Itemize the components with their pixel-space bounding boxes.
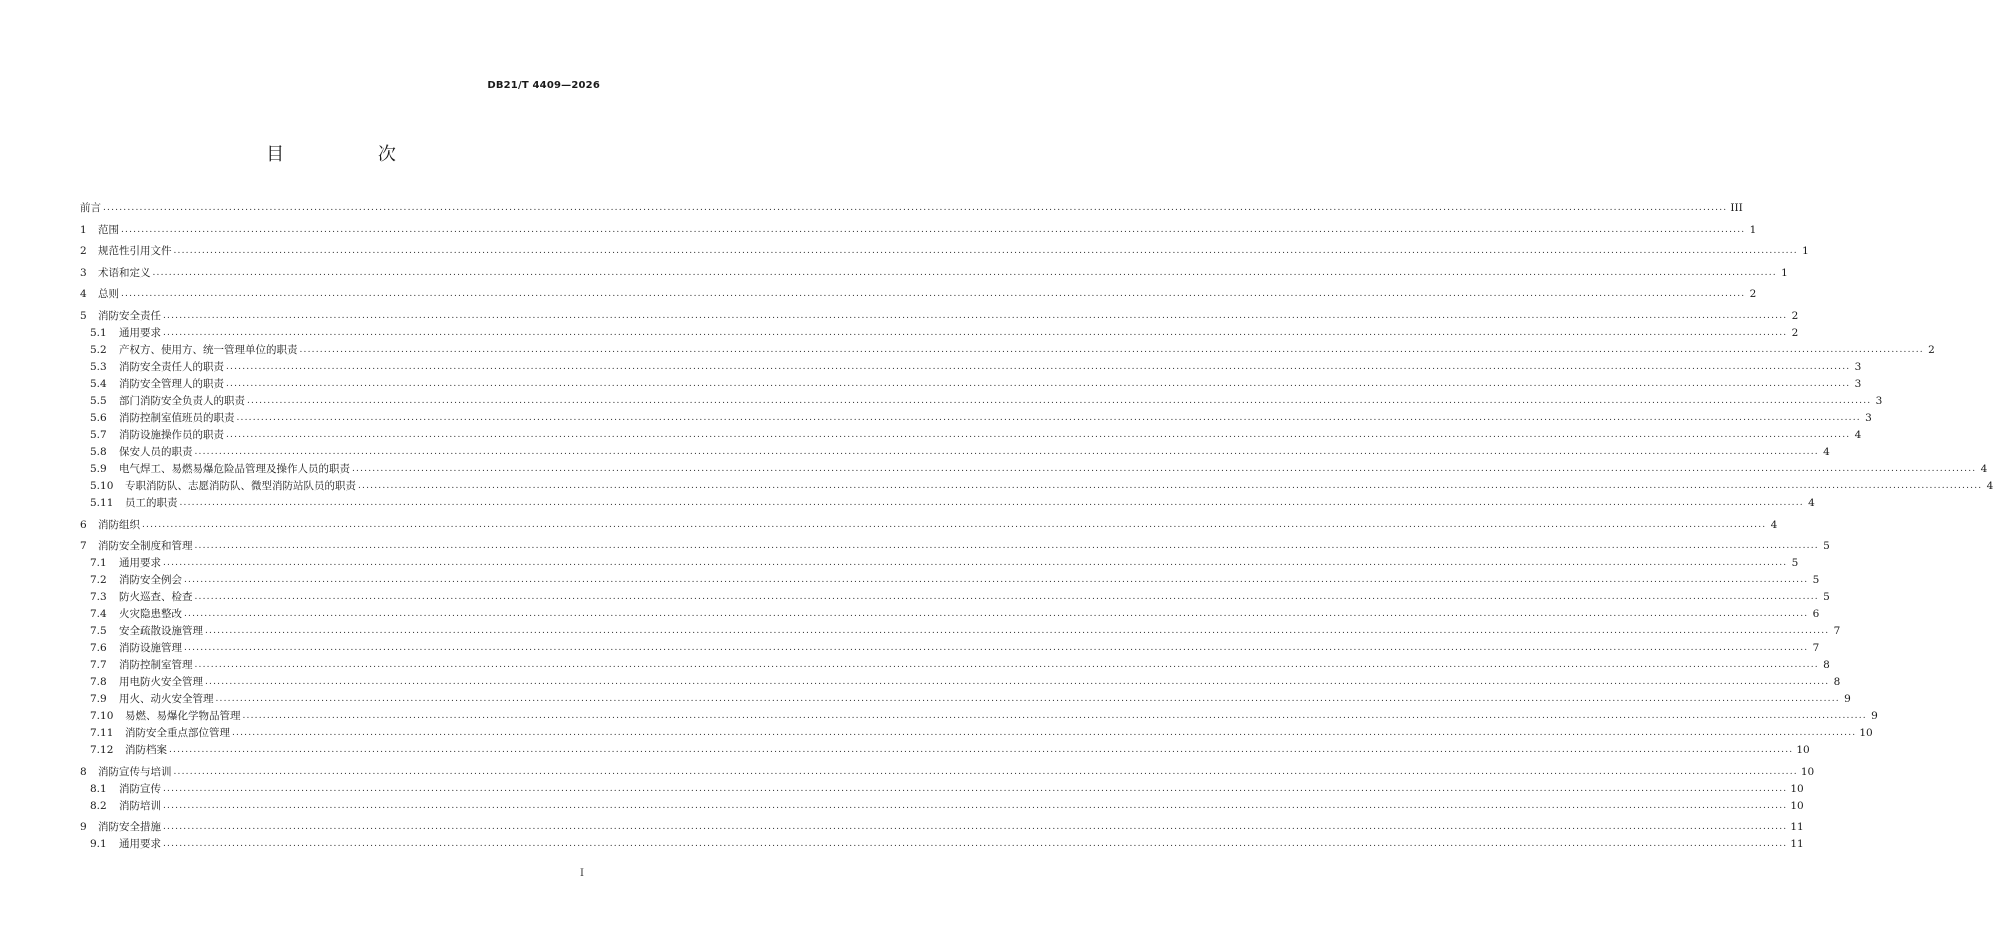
toc-entry-label: 用电防火安全管理 <box>119 676 203 689</box>
toc-entry-number: 5.8 <box>90 445 107 458</box>
dot-leader: ................................................................................................................................................................................................................................................................................................................................................................................................................ <box>236 412 1861 423</box>
toc-entry-label: 消防设施管理 <box>119 642 182 655</box>
toc-entry-page: 4 <box>1770 518 1778 531</box>
toc-entry-page: 2 <box>1749 288 1757 301</box>
toc-entry[interactable] <box>80 359 1862 376</box>
toc-entry[interactable] <box>80 325 1799 342</box>
dot-leader: ................................................................................................................................................................................................................................................................................................................................................................................................................ <box>247 395 1872 406</box>
toc-entry-page: 5 <box>1812 574 1820 587</box>
toc-entry-number: 4 <box>80 288 87 301</box>
toc-entry-page: 5 <box>1791 557 1799 570</box>
dot-leader: ................................................................................................................................................................................................................................................................................................................................................................................................................ <box>242 711 1867 722</box>
toc-entry-page: 11 <box>1790 821 1804 834</box>
toc-entry[interactable] <box>80 742 1810 759</box>
dot-leader: ................................................................................................................................................................................................................................................................................................................................................................................................................ <box>173 766 1798 777</box>
dot-leader: ................................................................................................................................................................................................................................................................................................................................................................................................................ <box>121 289 1746 300</box>
toc-entry-page: 5 <box>1823 591 1830 604</box>
toc-entry-label: 消防组织 <box>98 518 140 531</box>
toc-entry-label: 产权方、使用方、统一管理单位的职责 <box>119 343 298 356</box>
toc-entry[interactable] <box>80 427 1862 444</box>
toc-entry-label: 部门消防安全负责人的职责 <box>119 394 245 407</box>
toc-entry[interactable] <box>80 286 1757 303</box>
dot-leader: ................................................................................................................................................................................................................................................................................................................................................................................................................ <box>215 694 1840 705</box>
dot-leader: ................................................................................................................................................................................................................................................................................................................................................................................................................ <box>163 839 1788 850</box>
dot-leader: ................................................................................................................................................................................................................................................................................................................................................................................................................ <box>226 361 1851 372</box>
dot-leader: ................................................................................................................................................................................................................................................................................................................................................................................................................ <box>205 677 1830 688</box>
toc-entry[interactable] <box>80 308 1799 325</box>
toc-entry[interactable] <box>80 517 1778 534</box>
toc-entry-page: 10 <box>1790 782 1804 795</box>
toc-entry-label: 员工的职责 <box>125 496 178 509</box>
toc-entry[interactable] <box>80 836 1804 853</box>
toc-entry[interactable] <box>80 764 1815 781</box>
toc-entry-label: 安全疏散设施管理 <box>119 625 203 638</box>
toc-entry[interactable] <box>80 657 1830 674</box>
toc-entry[interactable] <box>80 674 1841 691</box>
toc-entry-page: 5 <box>1823 540 1830 553</box>
toc-entry-label: 规范性引用文件 <box>98 245 172 258</box>
toc-entry-label: 通用要求 <box>119 557 161 570</box>
toc-entry-number: 7 <box>80 540 87 553</box>
toc-entry-number: 5.10 <box>90 479 114 492</box>
toc-entry-page: 8 <box>1823 659 1830 672</box>
toc-entry-page: 7 <box>1833 625 1841 638</box>
toc-entry-page: 3 <box>1854 377 1862 390</box>
toc-entry-number: 1 <box>80 223 87 236</box>
toc-entry[interactable] <box>80 478 1993 495</box>
toc-entry-number: 7.8 <box>90 676 107 689</box>
toc-entry[interactable] <box>80 555 1799 572</box>
toc-entry-page: 4 <box>1823 445 1830 458</box>
toc-entry-page: 3 <box>1854 360 1862 373</box>
dot-leader: ................................................................................................................................................................................................................................................................................................................................................................................................................ <box>163 783 1788 794</box>
toc-entry[interactable] <box>80 461 1988 478</box>
toc-entry-page: 4 <box>1808 496 1815 509</box>
toc-entry-number: 2 <box>80 245 87 258</box>
toc-entry[interactable] <box>80 589 1830 606</box>
toc-entry-number: 7.6 <box>90 642 107 655</box>
toc-entry[interactable] <box>80 376 1862 393</box>
toc-entry-label: 前言 <box>80 202 101 214</box>
toc-entry[interactable] <box>80 819 1804 836</box>
toc-entry-label: 通用要求 <box>119 326 161 339</box>
toc-entry-label: 火灾隐患整改 <box>119 608 182 621</box>
toc-entry[interactable] <box>80 393 1883 410</box>
toc-entry-page: 10 <box>1796 744 1810 757</box>
toc-entry-number: 5.3 <box>90 360 107 373</box>
toc-entry-label: 消防设施操作员的职责 <box>119 428 224 441</box>
toc-entry[interactable] <box>80 200 1743 217</box>
toc-entry-label: 电气焊工、易燃易爆危险品管理及操作人员的职责 <box>119 462 350 475</box>
toc-entry-number: 6 <box>80 518 87 531</box>
dot-leader: ................................................................................................................................................................................................................................................................................................................................................................................................................ <box>232 728 1857 739</box>
toc-entry[interactable] <box>80 691 1851 708</box>
toc-entry-page: 10 <box>1800 765 1815 778</box>
toc-entry-number: 5.1 <box>90 326 107 339</box>
dot-leader: ................................................................................................................................................................................................................................................................................................................................................................................................................ <box>163 800 1788 811</box>
toc-entry-label: 用火、动火安全管理 <box>119 693 214 706</box>
document-code: DB21/T 4409—2026 <box>487 80 600 91</box>
toc-entry[interactable] <box>80 495 1815 512</box>
toc-entry-label: 保安人员的职责 <box>119 445 193 458</box>
toc-entry-label: 通用要求 <box>119 838 161 851</box>
toc-entry-page: 4 <box>1980 462 1988 475</box>
toc-entry-label: 消防宣传与培训 <box>98 765 172 778</box>
toc-entry-number: 5.4 <box>90 377 107 390</box>
toc-entry[interactable] <box>80 725 1873 742</box>
dot-leader: ................................................................................................................................................................................................................................................................................................................................................................................................................ <box>163 310 1788 321</box>
toc-entry-number: 7.10 <box>90 710 114 723</box>
toc-entry-label: 消防安全责任人的职责 <box>119 360 224 373</box>
toc-entry-number: 7.1 <box>90 557 107 570</box>
dot-leader: ................................................................................................................................................................................................................................................................................................................................................................................................................ <box>169 745 1794 756</box>
toc-entry-number: 7.11 <box>90 727 114 740</box>
toc-entry-page: 8 <box>1833 676 1841 689</box>
toc-entry[interactable] <box>80 243 1809 260</box>
toc-entry-number: 5.5 <box>90 394 107 407</box>
toc-entry-page: 10 <box>1859 727 1873 740</box>
toc-entry-number: 8 <box>80 765 87 778</box>
dot-leader: ................................................................................................................................................................................................................................................................................................................................................................................................................ <box>226 378 1851 389</box>
toc-entry[interactable] <box>80 606 1820 623</box>
page-number: I <box>580 868 584 879</box>
toc-entry[interactable] <box>80 572 1820 589</box>
toc-entry-number: 7.3 <box>90 591 107 604</box>
toc-entry[interactable] <box>80 410 1872 427</box>
toc-entry-page: 3 <box>1865 411 1872 424</box>
toc-entry-number: 7.9 <box>90 693 107 706</box>
toc-entry-page: 9 <box>1844 693 1851 706</box>
toc-entry-label: 范围 <box>98 223 119 236</box>
toc-entry-number: 7.2 <box>90 574 107 587</box>
toc-entry-page: 4 <box>1854 428 1862 441</box>
toc-entry-number: 5 <box>80 309 87 322</box>
dot-leader: ................................................................................................................................................................................................................................................................................................................................................................................................................ <box>121 224 1746 235</box>
toc-entry[interactable] <box>80 708 1878 725</box>
toc-entry-page: 2 <box>1791 326 1799 339</box>
toc-entry-page: 6 <box>1812 608 1820 621</box>
dot-leader: ................................................................................................................................................................................................................................................................................................................................................................................................................ <box>205 626 1830 637</box>
toc-entry-page: 1 <box>1749 223 1757 236</box>
page-title: 目 次 <box>266 144 440 165</box>
dot-leader: ................................................................................................................................................................................................................................................................................................................................................................................................................ <box>184 643 1809 654</box>
toc-entry-label: 消防安全重点部位管理 <box>125 727 230 740</box>
toc-entry-label: 防火巡查、检查 <box>119 591 193 604</box>
toc-entry[interactable] <box>80 623 1841 640</box>
dot-leader: ................................................................................................................................................................................................................................................................................................................................................................................................................ <box>184 609 1809 620</box>
toc-entry[interactable] <box>80 781 1804 798</box>
toc-entry-label: 消防宣传 <box>119 782 161 795</box>
dot-leader: ................................................................................................................................................................................................................................................................................................................................................................................................................ <box>352 463 1977 474</box>
table-of-contents <box>80 200 1993 853</box>
toc-entry[interactable] <box>80 538 1830 555</box>
toc-entry-label: 消防控制室管理 <box>119 659 193 672</box>
toc-entry-label: 消防安全例会 <box>119 574 182 587</box>
toc-entry-number: 9 <box>80 821 87 834</box>
dot-leader: ................................................................................................................................................................................................................................................................................................................................................................................................................ <box>194 660 1819 671</box>
toc-entry-label: 消防安全措施 <box>98 821 161 834</box>
toc-entry-number: 7.12 <box>90 744 114 757</box>
dot-leader: ................................................................................................................................................................................................................................................................................................................................................................................................................ <box>163 327 1788 338</box>
toc-entry-number: 9.1 <box>90 838 107 851</box>
toc-entry-label: 总则 <box>98 288 119 301</box>
toc-entry-page: 10 <box>1790 799 1804 812</box>
dot-leader: ................................................................................................................................................................................................................................................................................................................................................................................................................ <box>173 246 1798 257</box>
toc-entry[interactable] <box>80 265 1788 282</box>
toc-entry-number: 7.7 <box>90 659 107 672</box>
dot-leader: ................................................................................................................................................................................................................................................................................................................................................................................................................ <box>226 429 1851 440</box>
dot-leader: ................................................................................................................................................................................................................................................................................................................................................................................................................ <box>163 822 1788 833</box>
dot-leader: ................................................................................................................................................................................................................................................................................................................................................................................................................ <box>163 558 1788 569</box>
dot-leader: ................................................................................................................................................................................................................................................................................................................................................................................................................ <box>103 203 1728 213</box>
toc-entry-page: 1 <box>1802 245 1809 258</box>
toc-entry[interactable] <box>80 798 1804 815</box>
dot-leader: ................................................................................................................................................................................................................................................................................................................................................................................................................ <box>142 519 1767 530</box>
toc-entry-number: 7.5 <box>90 625 107 638</box>
toc-entry[interactable] <box>80 444 1830 461</box>
toc-entry-number: 5.2 <box>90 343 107 356</box>
toc-entry-label: 专职消防队、志愿消防队、微型消防站队员的职责 <box>125 479 356 492</box>
toc-entry-number: 5.11 <box>90 496 114 509</box>
dot-leader: ................................................................................................................................................................................................................................................................................................................................................................................................................ <box>299 344 1924 355</box>
toc-entry-page: 11 <box>1790 838 1804 851</box>
dot-leader: ................................................................................................................................................................................................................................................................................................................................................................................................................ <box>194 592 1819 603</box>
dot-leader: ................................................................................................................................................................................................................................................................................................................................................................................................................ <box>194 541 1819 552</box>
toc-entry-page: 2 <box>1791 309 1799 322</box>
toc-entry-number: 7.4 <box>90 608 107 621</box>
toc-entry-page: 3 <box>1875 394 1883 407</box>
dot-leader: ................................................................................................................................................................................................................................................................................................................................................................................................................ <box>152 267 1777 278</box>
toc-entry-number: 8.2 <box>90 799 107 812</box>
toc-entry-number: 8.1 <box>90 782 107 795</box>
toc-entry-label: 术语和定义 <box>98 266 151 279</box>
toc-entry[interactable] <box>80 640 1820 657</box>
toc-entry[interactable] <box>80 222 1757 239</box>
dot-leader: ................................................................................................................................................................................................................................................................................................................................................................................................................ <box>184 575 1809 586</box>
toc-entry-page: 4 <box>1986 479 1993 492</box>
toc-entry-number: 3 <box>80 266 87 279</box>
toc-entry[interactable] <box>80 342 1935 359</box>
toc-entry-page: 2 <box>1928 343 1935 356</box>
toc-entry-page: 1 <box>1781 266 1788 279</box>
toc-entry-label: 消防控制室值班员的职责 <box>119 411 235 424</box>
toc-entry-label: 消防培训 <box>119 799 161 812</box>
toc-entry-label: 消防档案 <box>125 744 167 757</box>
dot-leader: ................................................................................................................................................................................................................................................................................................................................................................................................................ <box>179 497 1804 508</box>
toc-entry-page: 7 <box>1812 642 1820 655</box>
toc-entry-page: 9 <box>1871 710 1878 723</box>
toc-entry-number: 5.7 <box>90 428 107 441</box>
toc-entry-number: 5.6 <box>90 411 107 424</box>
toc-entry-label: 消防安全责任 <box>98 309 161 322</box>
toc-entry-label: 消防安全制度和管理 <box>98 540 193 553</box>
toc-entry-label: 消防安全管理人的职责 <box>119 377 224 390</box>
toc-entry-number: 5.9 <box>90 462 107 475</box>
toc-entry-page: III <box>1730 202 1743 214</box>
dot-leader: ................................................................................................................................................................................................................................................................................................................................................................................................................ <box>358 480 1983 491</box>
dot-leader: ................................................................................................................................................................................................................................................................................................................................................................................................................ <box>194 446 1819 457</box>
toc-entry-label: 易燃、易爆化学物品管理 <box>125 710 241 723</box>
